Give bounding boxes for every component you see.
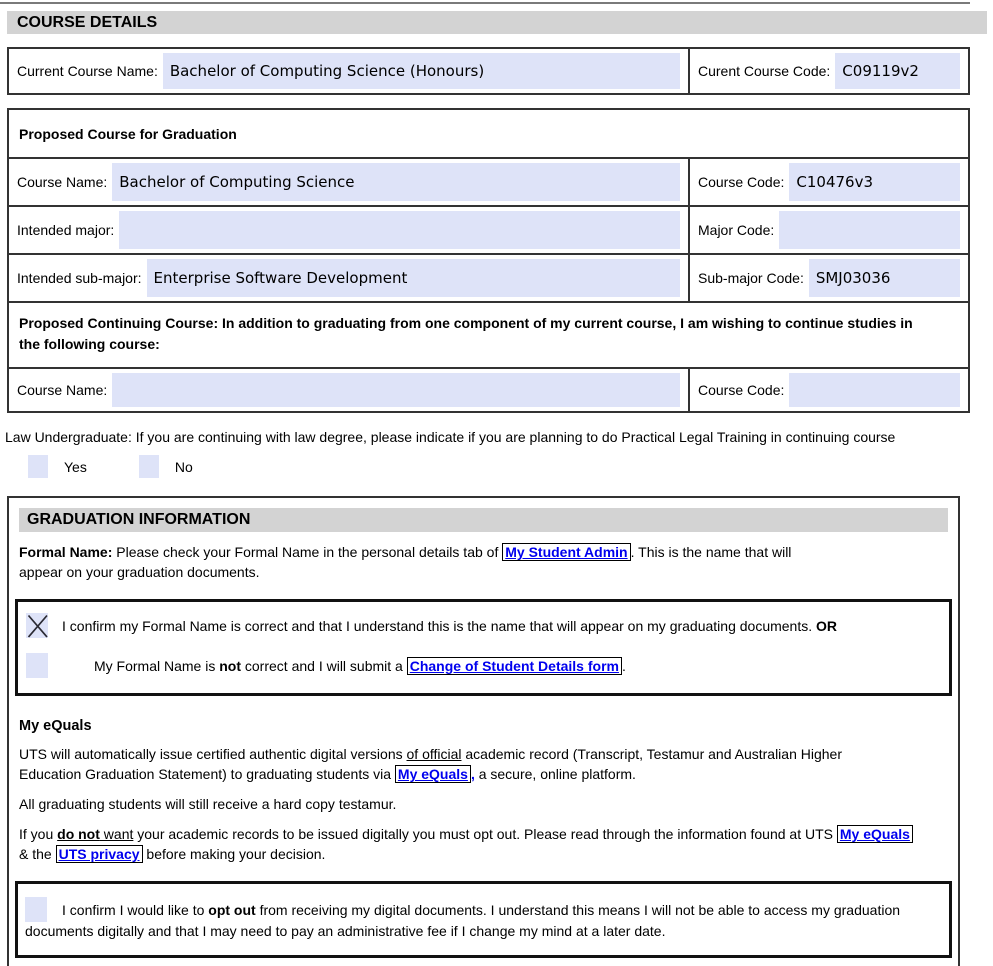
submajor-code-label: Sub-major Code: [698,270,804,286]
hardcopy-paragraph: All graduating students will still receive a hard copy testamur. [19,796,397,812]
formal-name-incorrect-text [94,658,626,674]
formal-name-text-3: appear on your graduation documents. [19,564,260,580]
equals-text-4: a secure, online platform. [474,766,636,782]
graduation-information-header [19,508,948,532]
equals-text-1: UTS will automatically issue certified authentic digital versions [19,746,407,762]
equals-text-2: academic record (Transcript, Testamur and Australian Higher [461,746,842,762]
optout-text-3: & the [19,846,56,862]
formal-name-confirm-box [15,599,952,696]
intended-major-cell [9,207,690,253]
proposed-course-header-row [9,110,968,157]
current-course-name-label: Current Course Name: [17,63,158,79]
optout-confirm-box [15,881,952,958]
course-code-label: Course Code: [698,174,785,190]
formal-name-incorrect-option [26,653,941,678]
intended-major-field[interactable] [119,211,680,249]
want-underline: want [99,826,134,842]
proposed-course-title: Proposed Course for Graduation [19,125,237,142]
current-course-name-cell [9,49,690,93]
submajor-code-field[interactable]: SMJ03036 [809,259,960,297]
optout-paragraph [19,824,993,864]
law-undergraduate-note: Law Undergraduate: If you are continuing with law degree, please indicate if you are planning to do Practical Legal Training in continuing course [5,429,896,445]
optout-text-4: before making your decision. [142,846,326,862]
continuing-course-row [9,367,968,411]
uts-privacy-link[interactable]: UTS privacy [56,845,143,863]
my-equals-heading: My eQuals [19,718,92,734]
not-bold: not [219,657,241,674]
law-no-label: No [174,458,193,475]
continuing-course-name-label: Course Name: [17,382,108,398]
my-student-admin-link[interactable]: My Student Admin [502,543,630,561]
major-code-label: Major Code: [698,222,775,238]
submajor-code-cell [690,255,968,301]
current-course-code-label: Curent Course Code: [698,63,831,79]
formal-name-text-2: . This is the name that will [630,544,792,560]
continuing-course-code-cell [690,369,968,411]
top-divider [0,2,970,4]
intended-submajor-cell [9,255,690,301]
current-course-code-field[interactable]: C09119v2 [835,53,960,89]
optout-text-1: If you [19,826,58,842]
course-details-title: COURSE DETAILS [17,14,158,31]
incorrect-text-2: correct and I will submit a [241,657,407,674]
optout-box-text-2: from receiving my digital documents. I understand this means I will not be able to access my graduation documents digitally and that I may need to pay an administrative fee if I change my mind at a later date. [25,902,901,939]
intended-major-label: Intended major: [17,222,115,238]
intended-major-row [9,205,968,253]
formal-name-correct-text [62,618,837,634]
formal-name-incorrect-checkbox[interactable] [26,653,48,678]
optout-text-2: your academic records to be issued digitally you must opt out. Please read through the information found at UTS [133,826,837,842]
intended-submajor-label: Intended sub-major: [17,270,142,286]
graduation-information-section [7,496,960,966]
continuing-course-code-label: Course Code: [698,382,785,398]
major-code-cell [690,207,968,253]
course-name-label: Course Name: [17,174,108,190]
current-course-table [7,47,970,95]
course-code-cell [690,159,968,205]
formal-name-paragraph [19,542,959,582]
proposed-continuing-note-row [9,301,968,367]
equals-text-3: Education Graduation Statement) to graduating students via [19,766,395,782]
current-course-row [9,49,968,93]
formal-name-correct-checkbox[interactable] [26,613,48,638]
opt-out-bold: opt out [208,902,256,918]
optout-box-text-1: I confirm I would like to [62,902,209,918]
graduation-information-title: GRADUATION INFORMATION [27,511,251,528]
optout-checkbox[interactable] [25,897,47,922]
confirm-text: I confirm my Formal Name is correct and that I understand this is the name that will appear on my graduating documents. [62,617,817,634]
incorrect-text-1: My Formal Name is [94,657,220,674]
continuing-course-name-field[interactable] [112,373,680,407]
equals-comma: , [470,766,475,782]
current-course-name-field[interactable]: Bachelor of Computing Science (Honours) [163,53,680,89]
law-yes-label: Yes [64,458,87,475]
course-name-field[interactable]: Bachelor of Computing Science [112,163,680,201]
law-yes-no-group [28,455,993,478]
law-no-checkbox[interactable] [139,455,159,478]
formal-name-correct-option [26,613,941,638]
continuing-course-name-cell [9,369,690,411]
major-code-field[interactable] [779,211,960,249]
checked-x-icon [26,613,50,639]
intended-submajor-field[interactable]: Enterprise Software Development [147,259,680,297]
intended-submajor-row [9,253,968,301]
or-label: OR [816,617,838,634]
course-name-row [9,157,968,205]
current-course-code-cell [690,49,968,93]
do-not-bold: do not [57,826,100,842]
my-equals-link[interactable]: My eQuals [395,765,471,783]
my-equals-paragraph [19,744,959,784]
proposed-course-table [7,108,970,413]
formal-name-label: Formal Name: [19,544,113,560]
law-yes-checkbox[interactable] [28,455,48,478]
course-details-header [7,11,987,34]
continuing-course-code-field[interactable] [789,373,960,407]
course-name-cell [9,159,690,205]
incorrect-text-3: . [621,657,626,674]
formal-name-text-1: Please check your Formal Name in the personal details tab of [112,544,503,560]
my-equals-link-2[interactable]: My eQuals [837,825,913,843]
course-code-field[interactable]: C10476v3 [789,163,960,201]
of-official-underline: of official [406,746,462,762]
change-of-details-link[interactable]: Change of Student Details form [407,657,622,675]
proposed-continuing-note: Proposed Continuing Course: In addition to graduating from one component of my current course, I am wishing to continue studies in the following course: [19,315,913,352]
